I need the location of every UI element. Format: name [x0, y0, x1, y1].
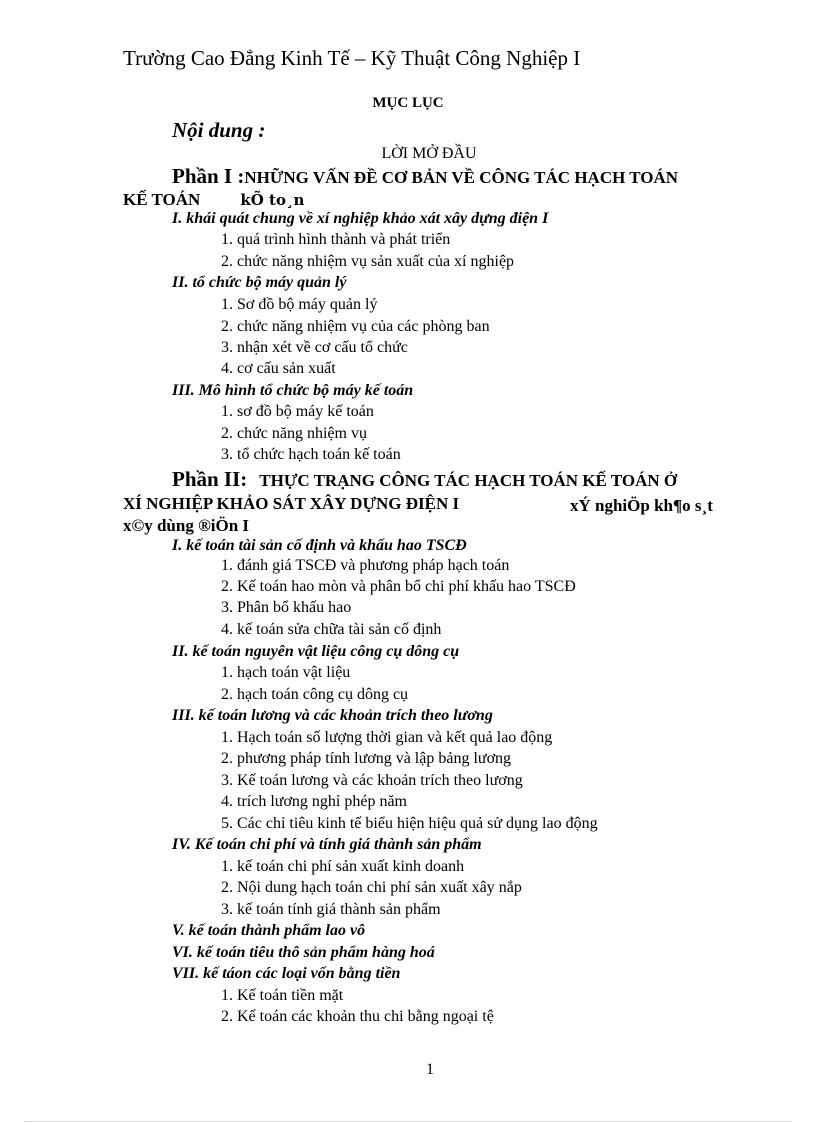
- part2-title-line1: THỰC TRẠNG CÔNG TÁC HẠCH TOÁN KẾ TOÁN Ở: [259, 471, 678, 490]
- page-header: Trường Cao Đẳng Kinh Tế – Kỹ Thuật Công Nghiệp I: [123, 46, 581, 70]
- part2-title-line2: XÍ NGHIỆP KHẢO SÁT XÂY DỰNG ĐIỆN I: [123, 494, 460, 513]
- content-label: Nội dung :: [172, 118, 266, 142]
- list-item: 4. kế toán sửa chữa tài sản cố định: [221, 621, 442, 638]
- list-item: 1. sơ đồ bộ máy kế toán: [221, 403, 374, 420]
- part2-tail-line2: xÝ nghiÖp kh¶o s¸t: [570, 496, 713, 515]
- list-item: 2. Nội dung hạch toán chi phí sản xuất xây nắp: [221, 879, 522, 896]
- list-item: 2. chức năng nhiệm vụ của các phòng ban: [221, 318, 490, 335]
- list-item: 3. tổ chức hạch toán kế toán: [221, 446, 401, 463]
- foreword-heading: LỜI MỞ ĐẦU: [381, 145, 477, 162]
- part2-lead: Phần II:: [172, 467, 248, 491]
- section-heading: IV. Kế toán chi phí và tính giá thành sản phẩm: [172, 836, 482, 853]
- part1-title-line1: NHỮNG VẤN ĐỀ CƠ BẢN VỀ CÔNG TÁC HẠCH TOÁN: [244, 168, 679, 187]
- part2-tail-line3: x©y dùng ®iÖn I: [123, 516, 250, 535]
- section-heading: III. Mô hình tổ chức bộ máy kế toán: [172, 382, 414, 399]
- part1-heading-line1: [172, 164, 678, 190]
- part2-heading-line1: [172, 467, 677, 493]
- list-item: 1. Hạch toán số lượng thời gian và kết quả lao động: [221, 729, 553, 746]
- list-item: 2. phương pháp tính lương và lập bảng lương: [221, 750, 512, 767]
- part1-tail: kÕ to¸n: [240, 191, 305, 209]
- page-bottom-divider: [24, 1121, 792, 1122]
- list-item: 1. đánh giá TSCĐ và phương pháp hạch toán: [221, 557, 510, 574]
- part2-heading-line2: [123, 492, 459, 516]
- list-item: 1. Sơ đồ bộ máy quản lý: [221, 296, 378, 313]
- section-heading: VII. kế táon các loại vốn bằng tiền: [172, 965, 401, 982]
- section-heading: V. kế toán thành phẩm lao vô: [172, 922, 366, 939]
- section-heading: III. kế toán lương và các khoản trích theo lương: [172, 707, 493, 724]
- list-item: 1. hạch toán vật liệu: [221, 664, 351, 681]
- list-item: 3. Phân bổ khấu hao: [221, 599, 352, 616]
- part1-title-line2: KẾ TOÁN: [123, 190, 201, 209]
- list-item: 3. kế toán tính giá thành sản phẩm: [221, 901, 441, 918]
- list-item: 2. hạch toán công cụ dông cụ: [221, 686, 409, 703]
- list-item: 2. chức năng nhiệm vụ: [221, 425, 367, 442]
- part1-heading-line2: [123, 188, 304, 212]
- section-heading: II. kế toán nguyên vật liệu công cụ dông cụ: [172, 643, 460, 660]
- list-item: 2. Kế toán hao mòn và phân bổ chi phí khấu hao TSCĐ: [221, 578, 576, 595]
- part1-lead: Phần I :: [172, 164, 245, 188]
- list-item: 4. cơ cấu sản xuất: [221, 360, 336, 377]
- page-number: 1: [426, 1061, 434, 1078]
- list-item: 3. Kế toán lương và các khoản trích theo lương: [221, 772, 523, 789]
- list-item: 2. chức năng nhiệm vụ sản xuất của xí nghiệp: [221, 253, 515, 270]
- toc-title: MỤC LỤC: [372, 95, 444, 111]
- section-heading: II. tổ chức bộ máy quản lý: [172, 274, 347, 291]
- list-item: 5. Các chỉ tiêu kinh tế biểu hiện hiệu quả sử dụng lao động: [221, 815, 598, 832]
- list-item: 1. quá trình hình thành và phát triển: [221, 231, 451, 248]
- section-heading: I. khái quát chung về xí nghiệp khảo xát xây dựng điện I: [172, 210, 549, 227]
- list-item: 1. Kế toán tiền mặt: [221, 987, 344, 1004]
- list-item: 2. Kế toán các khoản thu chi bằng ngoại tệ: [221, 1008, 494, 1025]
- list-item: 1. kế toán chi phí sản xuất kinh doanh: [221, 858, 465, 875]
- list-item: 3. nhận xét về cơ cấu tổ chức: [221, 339, 408, 356]
- section-heading: VI. kế toán tiêu thô sản phẩm hàng hoá: [172, 944, 435, 961]
- section-heading: I. kế toán tài sản cố định và khấu hao TSCĐ: [172, 537, 467, 554]
- list-item: 4. trích lương nghỉ phép năm: [221, 793, 407, 810]
